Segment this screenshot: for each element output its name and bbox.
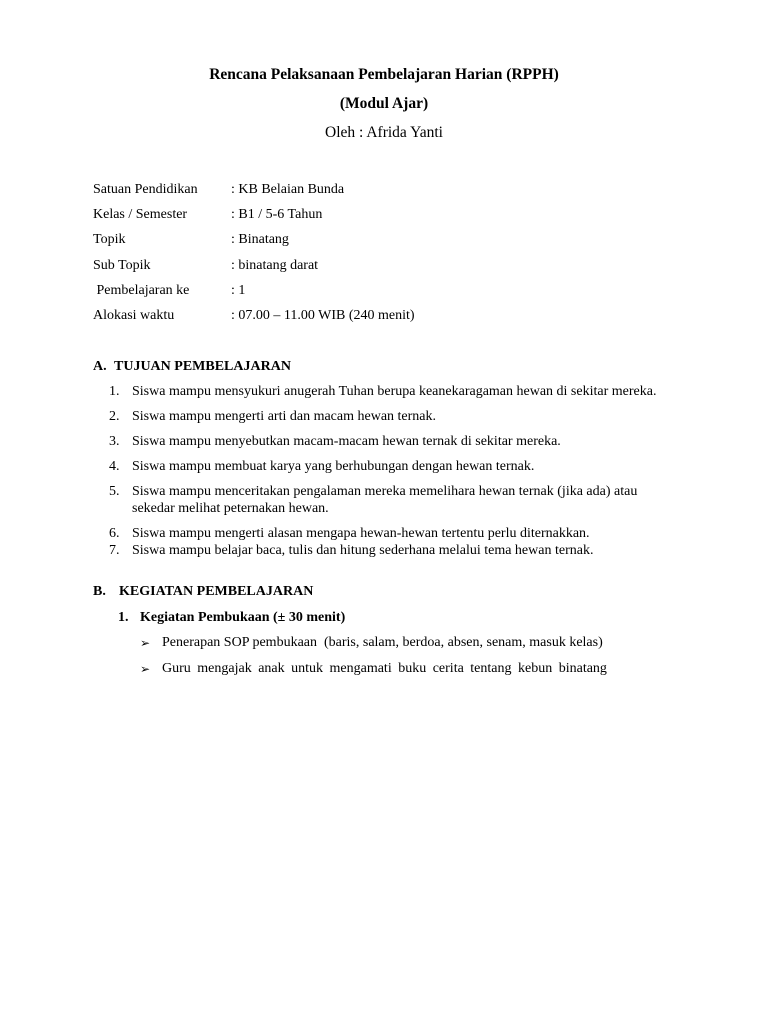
list-item-text: Siswa mampu mensyukuri anugerah Tuhan berupa keanekaragaman hewan di sekitar mereka. bbox=[132, 384, 657, 399]
list-item-text: Siswa mampu mengerti alasan mengapa hewan-hewan tertentu perlu diternakkan. bbox=[132, 526, 590, 541]
subsection-title: Kegiatan Pembukaan (± 30 menit) bbox=[140, 610, 346, 625]
section-b-heading bbox=[93, 584, 313, 600]
document-subtitle: (Modul Ajar) bbox=[339, 95, 429, 112]
list-item-text: sekedar melihat peternakan hewan. bbox=[132, 501, 329, 516]
list-item-text: Penerapan SOP pembukaan (baris, salam, berdoa, absen, senam, masuk kelas) bbox=[162, 635, 603, 650]
list-item-text: Siswa mampu mengerti arti dan macam hewan ternak. bbox=[132, 409, 437, 424]
info-label: Pembelajaran ke bbox=[93, 283, 190, 298]
document-title: Rencana Pelaksanaan Pembelajaran Harian (RPPH) bbox=[209, 66, 559, 83]
info-value: : 07.00 – 11.00 WIB (240 menit) bbox=[231, 308, 415, 323]
info-label: Topik bbox=[93, 232, 126, 247]
info-value: : binatang darat bbox=[231, 258, 319, 273]
list-item-text: Siswa mampu belajar baca, tulis dan hitung sederhana melalui tema hewan ternak. bbox=[132, 543, 594, 558]
list-item-number: 4. bbox=[109, 459, 120, 474]
section-title: TUJUAN PEMBELAJARAN bbox=[114, 359, 291, 374]
list-item-number: 3. bbox=[109, 434, 120, 449]
list-item-number: 1. bbox=[109, 384, 120, 399]
arrow-bullet-icon: ➢ bbox=[140, 636, 151, 650]
list-item-number: 6. bbox=[109, 526, 120, 541]
info-label: Satuan Pendidikan bbox=[93, 182, 198, 197]
list-item-text: Guru mengajak anak untuk mengamati buku cerita tentang kebun binatang bbox=[162, 661, 607, 676]
list-item-number: 5. bbox=[109, 484, 120, 499]
info-label: Kelas / Semester bbox=[93, 207, 188, 222]
info-value: : Binatang bbox=[231, 232, 289, 247]
list-item-text: Siswa mampu menceritakan pengalaman mereka memelihara hewan ternak (jika ada) atau bbox=[132, 484, 638, 499]
section-letter: B. bbox=[93, 584, 106, 599]
list-item-number: 7. bbox=[109, 543, 120, 558]
subsection-heading bbox=[118, 610, 345, 626]
arrow-bullet-icon: ➢ bbox=[140, 662, 151, 676]
list-item-text: Siswa mampu menyebutkan macam-macam hewan ternak di sekitar mereka. bbox=[132, 434, 561, 449]
subsection-number: 1. bbox=[118, 610, 129, 625]
info-value: : 1 bbox=[231, 283, 246, 298]
list-item-number: 2. bbox=[109, 409, 120, 424]
document-author: Oleh : Afrida Yanti bbox=[325, 124, 443, 141]
section-letter: A. bbox=[93, 359, 107, 374]
info-value: : B1 / 5-6 Tahun bbox=[231, 207, 323, 222]
info-value: : KB Belaian Bunda bbox=[231, 182, 345, 197]
info-label: Alokasi waktu bbox=[93, 308, 175, 323]
info-label: Sub Topik bbox=[93, 258, 151, 273]
list-item-text: Siswa mampu membuat karya yang berhubungan dengan hewan ternak. bbox=[132, 459, 535, 474]
section-title: KEGIATAN PEMBELAJARAN bbox=[119, 584, 314, 599]
section-a-heading bbox=[93, 359, 291, 375]
